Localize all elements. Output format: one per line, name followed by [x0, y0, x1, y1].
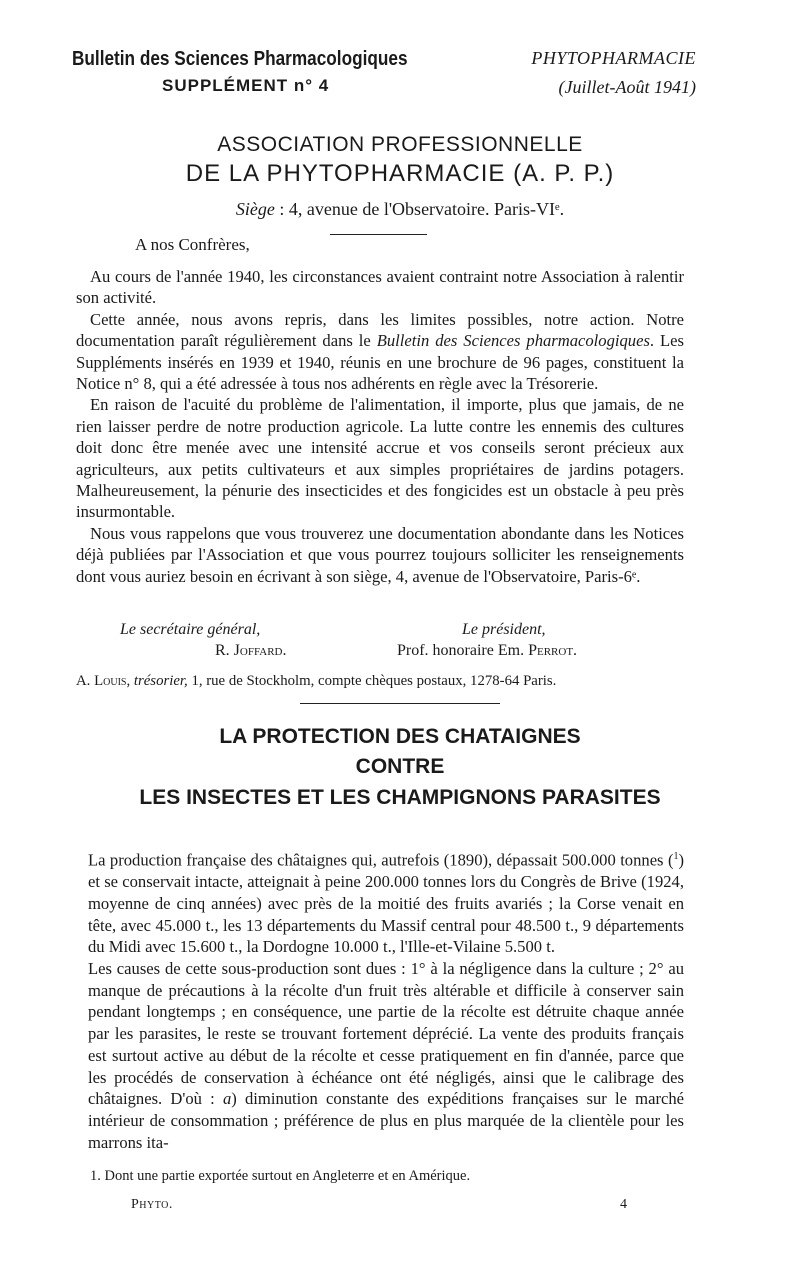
- president-name: Prof. honoraire Em. Perrot.: [397, 642, 578, 659]
- issue-date: (Juillet-Août 1941): [558, 77, 696, 97]
- footer-label: Phyto.: [131, 1197, 173, 1212]
- secretary-title: Le secrétaire général,: [120, 621, 261, 638]
- treasurer-line: A. Louis, trésorier, 1, rue de Stockholm, compte chèques postaux, 1278-64 Paris.: [76, 673, 557, 689]
- article-paragraph: La production française des châtaignes qui, autrefois (1890), dépassait 500.000 tonnes ($^1$) et se conservait intacte, atteignait à peine 200.000 tonnes lors du Congrès de Brive (1924, moyenne de cinq années) avec près de la moitié des fruits avariés ; la Corse venait en tête, avec 45.000 t., les 13 départements du Massif central pour 48.500 t., 9 départements du Midi avec 15.600 t., la Dordogne 10.000 t., l'Ille-et-Vilaine 5.500 t.: [88, 850, 684, 957]
- article-title-line1: LA PROTECTION DES CHATAIGNES: [219, 725, 581, 748]
- divider: [330, 234, 427, 235]
- article-title-line2: CONTRE: [355, 755, 445, 778]
- letter-paragraph: En raison de l'acuité du problème de l'alimentation, il importe, plus que jamais, de ne rien laisser perdre de notre production agricole. La lutte contre les ennemis des cultures doit donc être menée avec une intensité accrue et vos conseils seront précieux aux agriculteurs, aux petits cultivateurs et aux simples propriétaires de jardins potagers. Malheureusement, la pénurie des insecticides et des fongicides est un obstacle à peu près insurmontable.: [76, 395, 684, 522]
- secretary-name: R. Joffard.: [215, 642, 287, 659]
- salutation: A nos Confrères,: [135, 235, 250, 254]
- president-title: Le président,: [462, 621, 546, 638]
- siege-line: [0, 199, 800, 220]
- divider: [300, 703, 500, 704]
- journal-title: Bulletin des Sciences Pharmacologiques: [72, 48, 408, 70]
- letter-paragraph: Cette année, nous avons repris, dans les limites possibles, notre action. Notre documentation paraît régulièrement dans le Bulletin des Sciences pharmacologiques. Les Suppléments insérés en 1939 et 1940, réunis en une brochure de 96 pages, constituent la Notice n° 8, qui a été adressée à tous nos adhérents en règle avec la Trésorerie.: [76, 309, 684, 394]
- association-letter: [76, 266, 684, 587]
- association-title-line2: DE LA PHYTOPHARMACIE (A. P. P.): [185, 160, 615, 187]
- section-label: PHYTOPHARMACIE: [531, 48, 696, 68]
- supplement-label: SUPPLÉMENT n° 4: [162, 76, 330, 95]
- article-paragraph: Les causes de cette sous-production sont dues : 1° à la négligence dans la culture ; 2° au manque de précautions à la récolte d'un fruit très altérable et difficile à conserver sain pendant longtemps ; en conséquence, une partie de la récolte est détruite chaque année par les parasites, le reste se trouvant fortement déprécié. La vente des produits français est surtout active au début de la récolte et cesse pratiquement en fin d'année, parce que les procédés de conservation à échéance ont été négligés, ainsi que le calibrage des châtaignes. D'où : a) diminution constante des expéditions françaises sur le marché intérieur de consommation ; préférence de plus en plus marquée de la clientèle pour les marrons ita-: [88, 959, 684, 1152]
- letter-paragraph: Au cours de l'année 1940, les circonstances avaient contraint notre Association à ralentir son activité.: [76, 267, 684, 308]
- article-body: [88, 846, 684, 1153]
- bulletin-title: Bulletin des Sciences pharmacologiques: [376, 331, 650, 351]
- footnote-ref: 1: [673, 851, 679, 862]
- letter-paragraph: Nous vous rappelons que vous trouverez une documentation abondante dans les Notices déjà publiées par l'Association et que vous pourrez toujours solliciter les renseignements dont vous auriez besoin en écrivant à son siège, 4, avenue de l'Observatoire, Paris-6ᵉ.: [76, 523, 684, 586]
- siege-address: : 4, avenue de l'Observatoire. Paris-VIᵉ.: [279, 199, 565, 219]
- page-number: 4: [620, 1197, 627, 1212]
- association-title-line1: ASSOCIATION PROFESSIONNELLE: [217, 133, 583, 156]
- siege-label: Siège: [235, 199, 275, 219]
- footnote: 1. Dont une partie exportée surtout en Angleterre et en Amérique.: [90, 1168, 471, 1184]
- article-title-line3: LES INSECTES ET LES CHAMPIGNONS PARASITES: [139, 786, 661, 809]
